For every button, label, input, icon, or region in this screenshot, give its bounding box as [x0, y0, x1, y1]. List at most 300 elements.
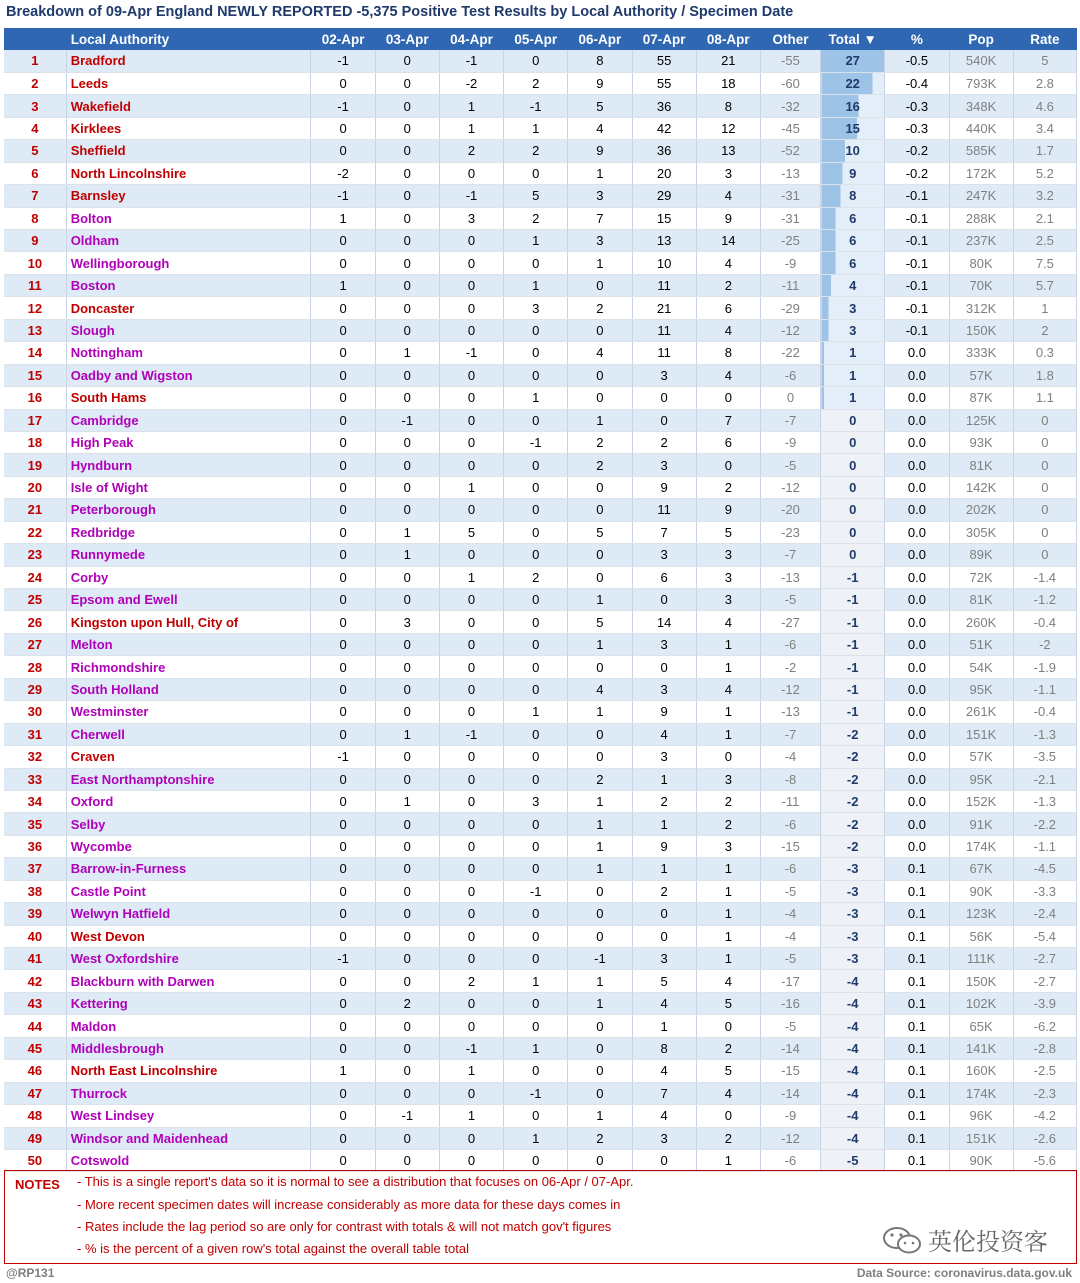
- pop-cell: 793K: [949, 72, 1013, 94]
- rank-cell: 17: [4, 409, 66, 431]
- pop-cell: 151K: [949, 723, 1013, 745]
- percent-cell: 0.0: [885, 409, 949, 431]
- rank-cell: 34: [4, 790, 66, 812]
- date-value-cell: 0: [311, 925, 375, 947]
- table-row[interactable]: [4, 207, 1077, 229]
- pop-cell: 91K: [949, 813, 1013, 835]
- pop-cell: 202K: [949, 499, 1013, 521]
- date-value-cell: 20: [632, 162, 696, 184]
- pop-cell: 96K: [949, 1105, 1013, 1127]
- date-value-cell: 2: [696, 476, 760, 498]
- local-authority-cell: Epsom and Ewell: [66, 589, 311, 611]
- table-row[interactable]: [4, 1149, 1077, 1171]
- date-value-cell: 0: [311, 992, 375, 1014]
- local-authority-cell: Wakefield: [66, 95, 311, 117]
- table-row[interactable]: [4, 274, 1077, 296]
- table-row[interactable]: [4, 813, 1077, 835]
- other-cell: -13: [760, 162, 820, 184]
- rank-cell: 13: [4, 319, 66, 341]
- date-value-cell: 6: [696, 431, 760, 453]
- date-value-cell: 0: [311, 589, 375, 611]
- total-cell: 0: [821, 431, 885, 453]
- local-authority-cell: Slough: [66, 319, 311, 341]
- table-row[interactable]: [4, 566, 1077, 588]
- date-value-cell: 0: [568, 476, 632, 498]
- local-authority-cell: North East Lincolnshire: [66, 1060, 311, 1082]
- other-cell: -5: [760, 589, 820, 611]
- total-cell: -2: [821, 790, 885, 812]
- table-row[interactable]: [4, 790, 1077, 812]
- date-value-cell: 0: [375, 589, 439, 611]
- total-cell: 0: [821, 409, 885, 431]
- header-rank: [4, 28, 66, 50]
- pop-cell: 141K: [949, 1037, 1013, 1059]
- date-value-cell: 0: [311, 409, 375, 431]
- date-value-cell: 2: [375, 992, 439, 1014]
- table-row[interactable]: [4, 656, 1077, 678]
- date-value-cell: 0: [504, 162, 568, 184]
- table-row[interactable]: [4, 611, 1077, 633]
- date-value-cell: 0: [375, 633, 439, 655]
- rank-cell: 28: [4, 656, 66, 678]
- table-row[interactable]: [4, 1037, 1077, 1059]
- header-total-sort[interactable]: Total ▼: [821, 28, 885, 50]
- percent-cell: 0.0: [885, 835, 949, 857]
- date-value-cell: 2: [696, 790, 760, 812]
- other-cell: -23: [760, 521, 820, 543]
- table-row[interactable]: [4, 409, 1077, 431]
- table-row[interactable]: [4, 1105, 1077, 1127]
- rate-cell: -2: [1013, 633, 1076, 655]
- rate-cell: -2.4: [1013, 903, 1076, 925]
- header-local-authority[interactable]: Local Authority: [66, 28, 311, 50]
- other-cell: -6: [760, 858, 820, 880]
- date-value-cell: 2: [696, 274, 760, 296]
- date-value-cell: 0: [375, 656, 439, 678]
- header-row: [4, 28, 1077, 50]
- local-authority-cell: Barnsley: [66, 185, 311, 207]
- local-authority-cell: South Hams: [66, 387, 311, 409]
- percent-cell: 0.0: [885, 768, 949, 790]
- other-cell: -15: [760, 1060, 820, 1082]
- header-pop[interactable]: Pop: [949, 28, 1013, 50]
- local-authority-cell: Peterborough: [66, 499, 311, 521]
- percent-cell: 0.0: [885, 521, 949, 543]
- date-value-cell: 0: [504, 589, 568, 611]
- date-value-cell: 0: [375, 903, 439, 925]
- rate-cell: 1.7: [1013, 140, 1076, 162]
- date-value-cell: 11: [632, 274, 696, 296]
- date-value-cell: 21: [632, 297, 696, 319]
- date-value-cell: 0: [568, 925, 632, 947]
- table-row[interactable]: [4, 476, 1077, 498]
- date-value-cell: 0: [568, 880, 632, 902]
- date-value-cell: 0: [311, 790, 375, 812]
- other-cell: -8: [760, 768, 820, 790]
- table-row[interactable]: [4, 589, 1077, 611]
- date-value-cell: 0: [375, 364, 439, 386]
- pop-cell: 540K: [949, 50, 1013, 72]
- local-authority-cell: Cherwell: [66, 723, 311, 745]
- date-value-cell: 3: [439, 207, 503, 229]
- table-row[interactable]: [4, 880, 1077, 902]
- date-value-cell: 0: [696, 1105, 760, 1127]
- date-value-cell: 0: [311, 364, 375, 386]
- table-row[interactable]: [4, 746, 1077, 768]
- other-cell: -7: [760, 409, 820, 431]
- date-value-cell: -1: [311, 95, 375, 117]
- date-value-cell: 1: [504, 701, 568, 723]
- date-value-cell: 0: [311, 319, 375, 341]
- table-row[interactable]: [4, 678, 1077, 700]
- percent-cell: 0.1: [885, 1060, 949, 1082]
- table-row[interactable]: [4, 521, 1077, 543]
- date-value-cell: 36: [632, 140, 696, 162]
- date-value-cell: 5: [696, 992, 760, 1014]
- date-value-cell: 2: [632, 880, 696, 902]
- date-value-cell: 3: [696, 566, 760, 588]
- table-row[interactable]: [4, 364, 1077, 386]
- total-cell: -1: [821, 589, 885, 611]
- date-value-cell: 1: [439, 1105, 503, 1127]
- rate-cell: 0: [1013, 431, 1076, 453]
- table-row[interactable]: [4, 903, 1077, 925]
- date-value-cell: 3: [632, 948, 696, 970]
- date-value-cell: 4: [696, 364, 760, 386]
- date-value-cell: 10: [632, 252, 696, 274]
- total-cell: -1: [821, 701, 885, 723]
- date-value-cell: 0: [375, 1127, 439, 1149]
- local-authority-cell: South Holland: [66, 678, 311, 700]
- percent-cell: -0.5: [885, 50, 949, 72]
- date-value-cell: 0: [375, 140, 439, 162]
- total-cell: 1: [821, 387, 885, 409]
- table-row[interactable]: [4, 297, 1077, 319]
- table-row[interactable]: [4, 140, 1077, 162]
- date-value-cell: 0: [568, 364, 632, 386]
- date-value-cell: 4: [568, 678, 632, 700]
- date-value-cell: 2: [568, 454, 632, 476]
- table-row[interactable]: [4, 431, 1077, 453]
- pop-cell: 585K: [949, 140, 1013, 162]
- rate-cell: -2.2: [1013, 813, 1076, 835]
- date-value-cell: 4: [696, 611, 760, 633]
- total-cell: 6: [821, 252, 885, 274]
- pop-cell: 111K: [949, 948, 1013, 970]
- table-row[interactable]: [4, 72, 1077, 94]
- date-value-cell: 0: [375, 72, 439, 94]
- table-row[interactable]: [4, 252, 1077, 274]
- table-row[interactable]: [4, 185, 1077, 207]
- date-value-cell: -1: [375, 1105, 439, 1127]
- table-row[interactable]: [4, 858, 1077, 880]
- table-row[interactable]: [4, 970, 1077, 992]
- table-row[interactable]: [4, 1015, 1077, 1037]
- date-value-cell: 0: [311, 230, 375, 252]
- date-value-cell: 1: [504, 274, 568, 296]
- rate-cell: 3.4: [1013, 117, 1076, 139]
- rate-cell: -1.9: [1013, 656, 1076, 678]
- header-rate[interactable]: Rate: [1013, 28, 1076, 50]
- date-value-cell: 0: [568, 1015, 632, 1037]
- table-row[interactable]: [4, 633, 1077, 655]
- percent-cell: 0.0: [885, 454, 949, 476]
- date-value-cell: 0: [311, 252, 375, 274]
- date-value-cell: 0: [439, 768, 503, 790]
- date-value-cell: 1: [504, 1037, 568, 1059]
- header-05-apr[interactable]: 05-Apr: [504, 28, 568, 50]
- date-value-cell: 1: [696, 925, 760, 947]
- date-value-cell: 2: [696, 813, 760, 835]
- date-value-cell: 1: [568, 835, 632, 857]
- date-value-cell: 5: [504, 185, 568, 207]
- pop-cell: 102K: [949, 992, 1013, 1014]
- date-value-cell: 0: [568, 746, 632, 768]
- date-value-cell: 4: [632, 992, 696, 1014]
- pop-cell: 90K: [949, 1149, 1013, 1171]
- total-cell: 1: [821, 342, 885, 364]
- header-02-apr[interactable]: 02-Apr: [311, 28, 375, 50]
- pop-cell: 54K: [949, 656, 1013, 678]
- rate-cell: -2.7: [1013, 970, 1076, 992]
- rank-cell: 37: [4, 858, 66, 880]
- table-row[interactable]: [4, 544, 1077, 566]
- date-value-cell: 0: [311, 476, 375, 498]
- date-value-cell: 0: [375, 252, 439, 274]
- rate-cell: -1.3: [1013, 723, 1076, 745]
- date-value-cell: 1: [568, 790, 632, 812]
- percent-cell: 0.1: [885, 948, 949, 970]
- date-value-cell: 0: [568, 566, 632, 588]
- date-value-cell: 0: [568, 1037, 632, 1059]
- pop-cell: 247K: [949, 185, 1013, 207]
- date-value-cell: 1: [632, 768, 696, 790]
- date-value-cell: 5: [439, 521, 503, 543]
- local-authority-cell: Maldon: [66, 1015, 311, 1037]
- date-value-cell: 1: [632, 858, 696, 880]
- pop-cell: 348K: [949, 95, 1013, 117]
- date-value-cell: 3: [504, 297, 568, 319]
- date-value-cell: 0: [311, 1037, 375, 1059]
- percent-cell: 0.1: [885, 1082, 949, 1104]
- table-row[interactable]: [4, 162, 1077, 184]
- total-cell: -4: [821, 1015, 885, 1037]
- rank-cell: 8: [4, 207, 66, 229]
- header-08-apr[interactable]: 08-Apr: [696, 28, 760, 50]
- date-value-cell: 0: [311, 140, 375, 162]
- date-value-cell: 0: [439, 274, 503, 296]
- date-value-cell: 1: [568, 1105, 632, 1127]
- percent-cell: 0.0: [885, 678, 949, 700]
- percent-cell: 0.0: [885, 746, 949, 768]
- header-06-apr[interactable]: 06-Apr: [568, 28, 632, 50]
- date-value-cell: 0: [439, 948, 503, 970]
- rank-cell: 16: [4, 387, 66, 409]
- date-value-cell: 29: [632, 185, 696, 207]
- date-value-cell: 0: [311, 835, 375, 857]
- date-value-cell: 0: [439, 387, 503, 409]
- rate-cell: -2.1: [1013, 768, 1076, 790]
- date-value-cell: 0: [504, 813, 568, 835]
- total-cell: -3: [821, 925, 885, 947]
- date-value-cell: 0: [504, 319, 568, 341]
- total-cell: 8: [821, 185, 885, 207]
- date-value-cell: 0: [375, 476, 439, 498]
- date-value-cell: 11: [632, 499, 696, 521]
- date-value-cell: 0: [504, 409, 568, 431]
- other-cell: -5: [760, 880, 820, 902]
- date-value-cell: -1: [504, 431, 568, 453]
- date-value-cell: 3: [632, 678, 696, 700]
- total-cell: -2: [821, 835, 885, 857]
- table-row[interactable]: [4, 50, 1077, 72]
- table-row[interactable]: [4, 342, 1077, 364]
- other-cell: -5: [760, 1015, 820, 1037]
- rank-cell: 20: [4, 476, 66, 498]
- total-cell: -3: [821, 903, 885, 925]
- table-row[interactable]: [4, 95, 1077, 117]
- table-row[interactable]: [4, 319, 1077, 341]
- header-other[interactable]: Other: [760, 28, 820, 50]
- date-value-cell: 1: [439, 1060, 503, 1082]
- date-value-cell: 8: [568, 50, 632, 72]
- table-row[interactable]: [4, 117, 1077, 139]
- date-value-cell: 9: [568, 140, 632, 162]
- date-value-cell: 0: [311, 454, 375, 476]
- table-row[interactable]: [4, 499, 1077, 521]
- pop-cell: 70K: [949, 274, 1013, 296]
- date-value-cell: 0: [375, 230, 439, 252]
- date-value-cell: 3: [632, 454, 696, 476]
- date-value-cell: 5: [632, 970, 696, 992]
- table-row[interactable]: [4, 768, 1077, 790]
- pop-cell: 57K: [949, 364, 1013, 386]
- pop-cell: 305K: [949, 521, 1013, 543]
- date-value-cell: 0: [439, 1082, 503, 1104]
- table-row[interactable]: [4, 1127, 1077, 1149]
- rate-cell: 3.2: [1013, 185, 1076, 207]
- table-row[interactable]: [4, 1082, 1077, 1104]
- date-value-cell: 0: [439, 880, 503, 902]
- pop-cell: 125K: [949, 409, 1013, 431]
- date-value-cell: 0: [311, 342, 375, 364]
- date-value-cell: 3: [568, 185, 632, 207]
- date-value-cell: 1: [696, 858, 760, 880]
- local-authority-cell: Isle of Wight: [66, 476, 311, 498]
- other-cell: -6: [760, 633, 820, 655]
- total-cell: 3: [821, 319, 885, 341]
- date-value-cell: 3: [696, 162, 760, 184]
- date-value-cell: 0: [439, 678, 503, 700]
- date-value-cell: 18: [696, 72, 760, 94]
- date-value-cell: -1: [311, 50, 375, 72]
- note-line: - Rates include the lag period so are only for contrast with totals & will not match gov't figures: [77, 1219, 612, 1234]
- header-07-apr[interactable]: 07-Apr: [632, 28, 696, 50]
- table-row[interactable]: [4, 925, 1077, 947]
- date-value-cell: 0: [439, 297, 503, 319]
- percent-cell: 0.0: [885, 723, 949, 745]
- table-row[interactable]: [4, 835, 1077, 857]
- total-cell: -1: [821, 611, 885, 633]
- pop-cell: 95K: [949, 678, 1013, 700]
- other-cell: -22: [760, 342, 820, 364]
- date-value-cell: 1: [375, 790, 439, 812]
- other-cell: 0: [760, 387, 820, 409]
- date-value-cell: 0: [375, 387, 439, 409]
- other-cell: -7: [760, 723, 820, 745]
- date-value-cell: 0: [311, 903, 375, 925]
- rate-cell: 1.1: [1013, 387, 1076, 409]
- table-row[interactable]: [4, 701, 1077, 723]
- date-value-cell: 4: [696, 185, 760, 207]
- rank-cell: 7: [4, 185, 66, 207]
- percent-cell: 0.1: [885, 1105, 949, 1127]
- table-row[interactable]: [4, 723, 1077, 745]
- local-authority-cell: Kingston upon Hull, City of: [66, 611, 311, 633]
- header-percent[interactable]: %: [885, 28, 949, 50]
- rate-cell: 5: [1013, 50, 1076, 72]
- pop-cell: 81K: [949, 454, 1013, 476]
- rank-cell: 19: [4, 454, 66, 476]
- pop-cell: 87K: [949, 387, 1013, 409]
- date-value-cell: 1: [439, 117, 503, 139]
- rank-cell: 46: [4, 1060, 66, 1082]
- table-row[interactable]: [4, 1060, 1077, 1082]
- date-value-cell: 0: [632, 656, 696, 678]
- rate-cell: -3.5: [1013, 746, 1076, 768]
- date-value-cell: 1: [439, 566, 503, 588]
- local-authority-cell: Craven: [66, 746, 311, 768]
- table-row[interactable]: [4, 948, 1077, 970]
- percent-cell: -0.2: [885, 162, 949, 184]
- date-value-cell: 0: [504, 746, 568, 768]
- date-value-cell: 0: [504, 723, 568, 745]
- rank-cell: 21: [4, 499, 66, 521]
- table-row[interactable]: [4, 230, 1077, 252]
- date-value-cell: 3: [504, 790, 568, 812]
- rate-cell: -5.4: [1013, 925, 1076, 947]
- rate-cell: 2.1: [1013, 207, 1076, 229]
- rank-cell: 48: [4, 1105, 66, 1127]
- date-value-cell: 0: [439, 431, 503, 453]
- date-value-cell: 0: [375, 925, 439, 947]
- table-row[interactable]: [4, 454, 1077, 476]
- date-value-cell: 12: [696, 117, 760, 139]
- total-cell: 0: [821, 476, 885, 498]
- percent-cell: 0.0: [885, 656, 949, 678]
- pop-cell: 51K: [949, 633, 1013, 655]
- rank-cell: 30: [4, 701, 66, 723]
- date-value-cell: 0: [311, 117, 375, 139]
- rate-cell: -4.2: [1013, 1105, 1076, 1127]
- date-value-cell: 4: [696, 252, 760, 274]
- header-04-apr[interactable]: 04-Apr: [439, 28, 503, 50]
- percent-cell: -0.4: [885, 72, 949, 94]
- rank-cell: 42: [4, 970, 66, 992]
- watermark: [882, 1222, 1048, 1257]
- date-value-cell: 5: [696, 521, 760, 543]
- table-row[interactable]: [4, 387, 1077, 409]
- rate-cell: 5.7: [1013, 274, 1076, 296]
- total-cell: 27: [821, 50, 885, 72]
- date-value-cell: 0: [375, 207, 439, 229]
- date-value-cell: 0: [504, 858, 568, 880]
- date-value-cell: 0: [504, 1015, 568, 1037]
- other-cell: -13: [760, 701, 820, 723]
- table-row[interactable]: [4, 992, 1077, 1014]
- rate-cell: 4.6: [1013, 95, 1076, 117]
- header-03-apr[interactable]: 03-Apr: [375, 28, 439, 50]
